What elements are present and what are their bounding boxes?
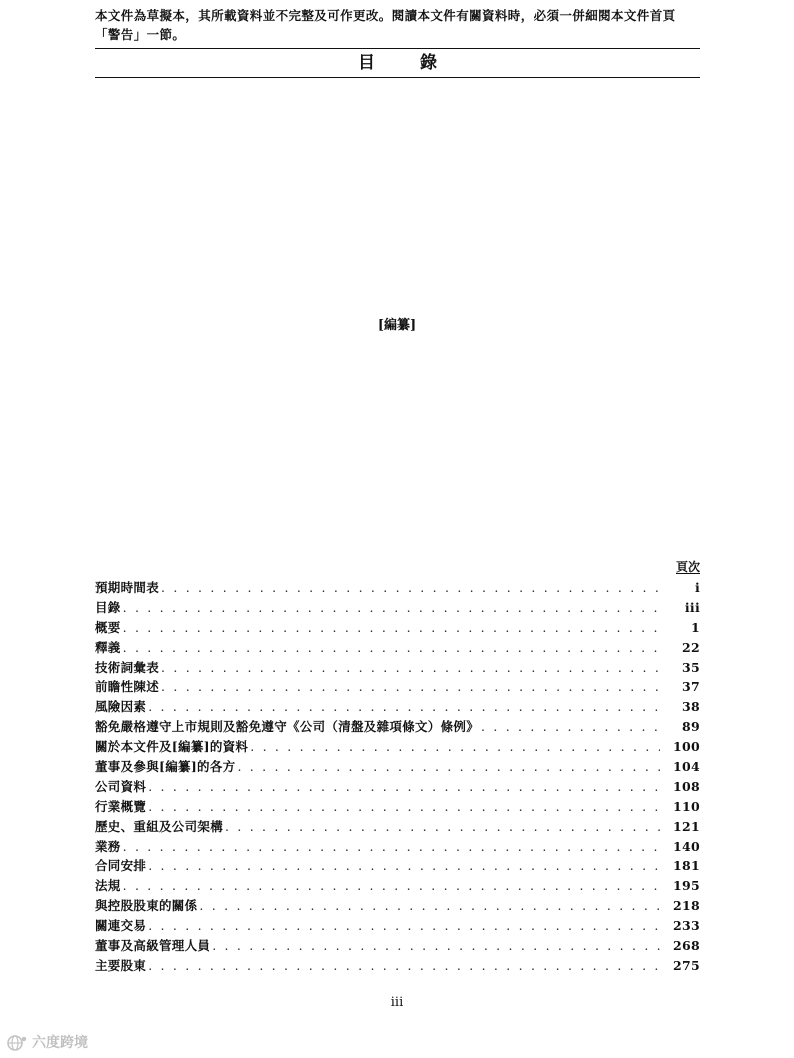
toc-entry-page: 110 (673, 798, 700, 814)
toc-entry-title: 預期時間表 (95, 580, 160, 595)
toc-entry[interactable] (95, 956, 700, 976)
toc-entry-page: 218 (673, 898, 700, 914)
toc-entry[interactable] (95, 876, 700, 896)
toc-entry[interactable] (95, 717, 700, 737)
table-of-contents (95, 558, 700, 976)
toc-entry-title: 概要 (95, 619, 121, 635)
dot-leader (148, 856, 660, 876)
toc-entry-page: 181 (673, 858, 700, 874)
toc-entry-title: 董事及高級管理人員 (95, 938, 211, 954)
dot-leader (148, 697, 660, 717)
toc-entry[interactable] (95, 817, 700, 837)
toc-entry-page: i (694, 580, 700, 595)
toc-entry-title: 業務 (95, 838, 121, 854)
toc-entry-title: 行業概覽 (95, 798, 147, 814)
toc-entry-page: 275 (673, 957, 700, 973)
toc-entry-title: 關連交易 (95, 918, 147, 934)
watermark (6, 1034, 88, 1052)
toc-entry-title: 主要股東 (95, 957, 147, 973)
dot-leader (481, 717, 660, 737)
toc-entry-title: 釋義 (95, 639, 121, 655)
toc-entry-page: 1 (691, 619, 700, 635)
page-title: 目 錄 (358, 53, 451, 73)
header-rule-bottom (95, 77, 700, 78)
toc-entry-page: 89 (682, 719, 700, 735)
toc-entry-page: 195 (673, 878, 700, 894)
draft-warning-notice: 本文件為草擬本，其所載資料並不完整及可作更改。閱讀本文件有關資料時，必須一併細閱本文件首頁「警告」一節。 (95, 8, 676, 42)
toc-entry-title: 公司資料 (95, 778, 147, 794)
header-rule-top (95, 48, 700, 49)
dot-leader (123, 618, 660, 638)
dot-leader (123, 638, 660, 658)
toc-entry-page: 22 (682, 639, 700, 655)
toc-entry[interactable] (95, 896, 700, 916)
dot-leader (161, 578, 660, 598)
dot-leader (161, 658, 660, 678)
toc-entry[interactable] (95, 697, 700, 717)
dot-leader (225, 817, 660, 837)
toc-entry-title: 法規 (95, 878, 121, 894)
page-number: iii (390, 995, 404, 1010)
toc-entry-page: 268 (673, 938, 700, 954)
toc-entry-title: 合同安排 (95, 858, 147, 874)
toc-entry-title: 歷史、重組及公司架構 (95, 818, 224, 834)
dot-leader (212, 936, 660, 956)
toc-entry[interactable] (95, 618, 700, 638)
dot-leader (237, 757, 660, 777)
dot-leader (250, 737, 660, 757)
toc-entry[interactable] (95, 578, 700, 598)
toc-entry[interactable] (95, 677, 700, 697)
toc-entry-title: 豁免嚴格遵守上市規則及豁免遵守《公司（清盤及雜項條文）條例》 (95, 719, 480, 735)
toc-entry[interactable] (95, 658, 700, 678)
globe-logo-icon (6, 1034, 28, 1052)
toc-entry[interactable] (95, 856, 700, 876)
toc-entry[interactable] (95, 916, 700, 936)
toc-entry[interactable] (95, 737, 700, 757)
toc-entry[interactable] (95, 837, 700, 857)
dot-leader (123, 837, 660, 857)
toc-entry-page: 100 (673, 739, 700, 755)
toc-entry-title: 技術詞彙表 (95, 659, 160, 675)
dot-leader (148, 956, 660, 976)
toc-entry[interactable] (95, 638, 700, 658)
toc-entry-page: 104 (673, 759, 700, 775)
toc-entry[interactable] (95, 797, 700, 817)
page-column-label: 頁次 (675, 560, 700, 574)
dot-leader (148, 916, 660, 936)
toc-entry-page: 140 (673, 838, 700, 854)
toc-entry-title: 風險因素 (95, 699, 147, 715)
toc-entry[interactable] (95, 598, 700, 618)
toc-entry-page: 233 (673, 918, 700, 934)
toc-entry-page: 121 (673, 818, 700, 834)
toc-entry-page: 38 (682, 699, 700, 715)
toc-entry-page: 37 (682, 679, 700, 695)
dot-leader (123, 598, 660, 618)
redacted-notice: [編纂] (377, 318, 417, 333)
toc-entry-title: 前瞻性陳述 (95, 679, 160, 695)
toc-entries (95, 578, 700, 976)
toc-entry-title: 董事及參與[編纂]的各方 (95, 759, 236, 775)
toc-entry[interactable] (95, 936, 700, 956)
toc-entry-title: 關於本文件及[編纂]的資料 (95, 739, 249, 755)
dot-leader (161, 677, 660, 697)
toc-entry-title: 目錄 (95, 599, 121, 615)
toc-page-column-header (95, 558, 700, 578)
dot-leader (148, 777, 660, 797)
toc-entry[interactable] (95, 777, 700, 797)
watermark-text: 六度跨境 (32, 1035, 88, 1051)
toc-entry-title: 與控股股東的關係 (95, 898, 198, 914)
toc-entry-page: iii (684, 599, 700, 615)
toc-entry-page: 108 (673, 778, 700, 794)
dot-leader (123, 876, 660, 896)
toc-entry-page: 35 (682, 659, 700, 675)
dot-leader (199, 896, 660, 916)
dot-leader (148, 797, 660, 817)
toc-entry[interactable] (95, 757, 700, 777)
